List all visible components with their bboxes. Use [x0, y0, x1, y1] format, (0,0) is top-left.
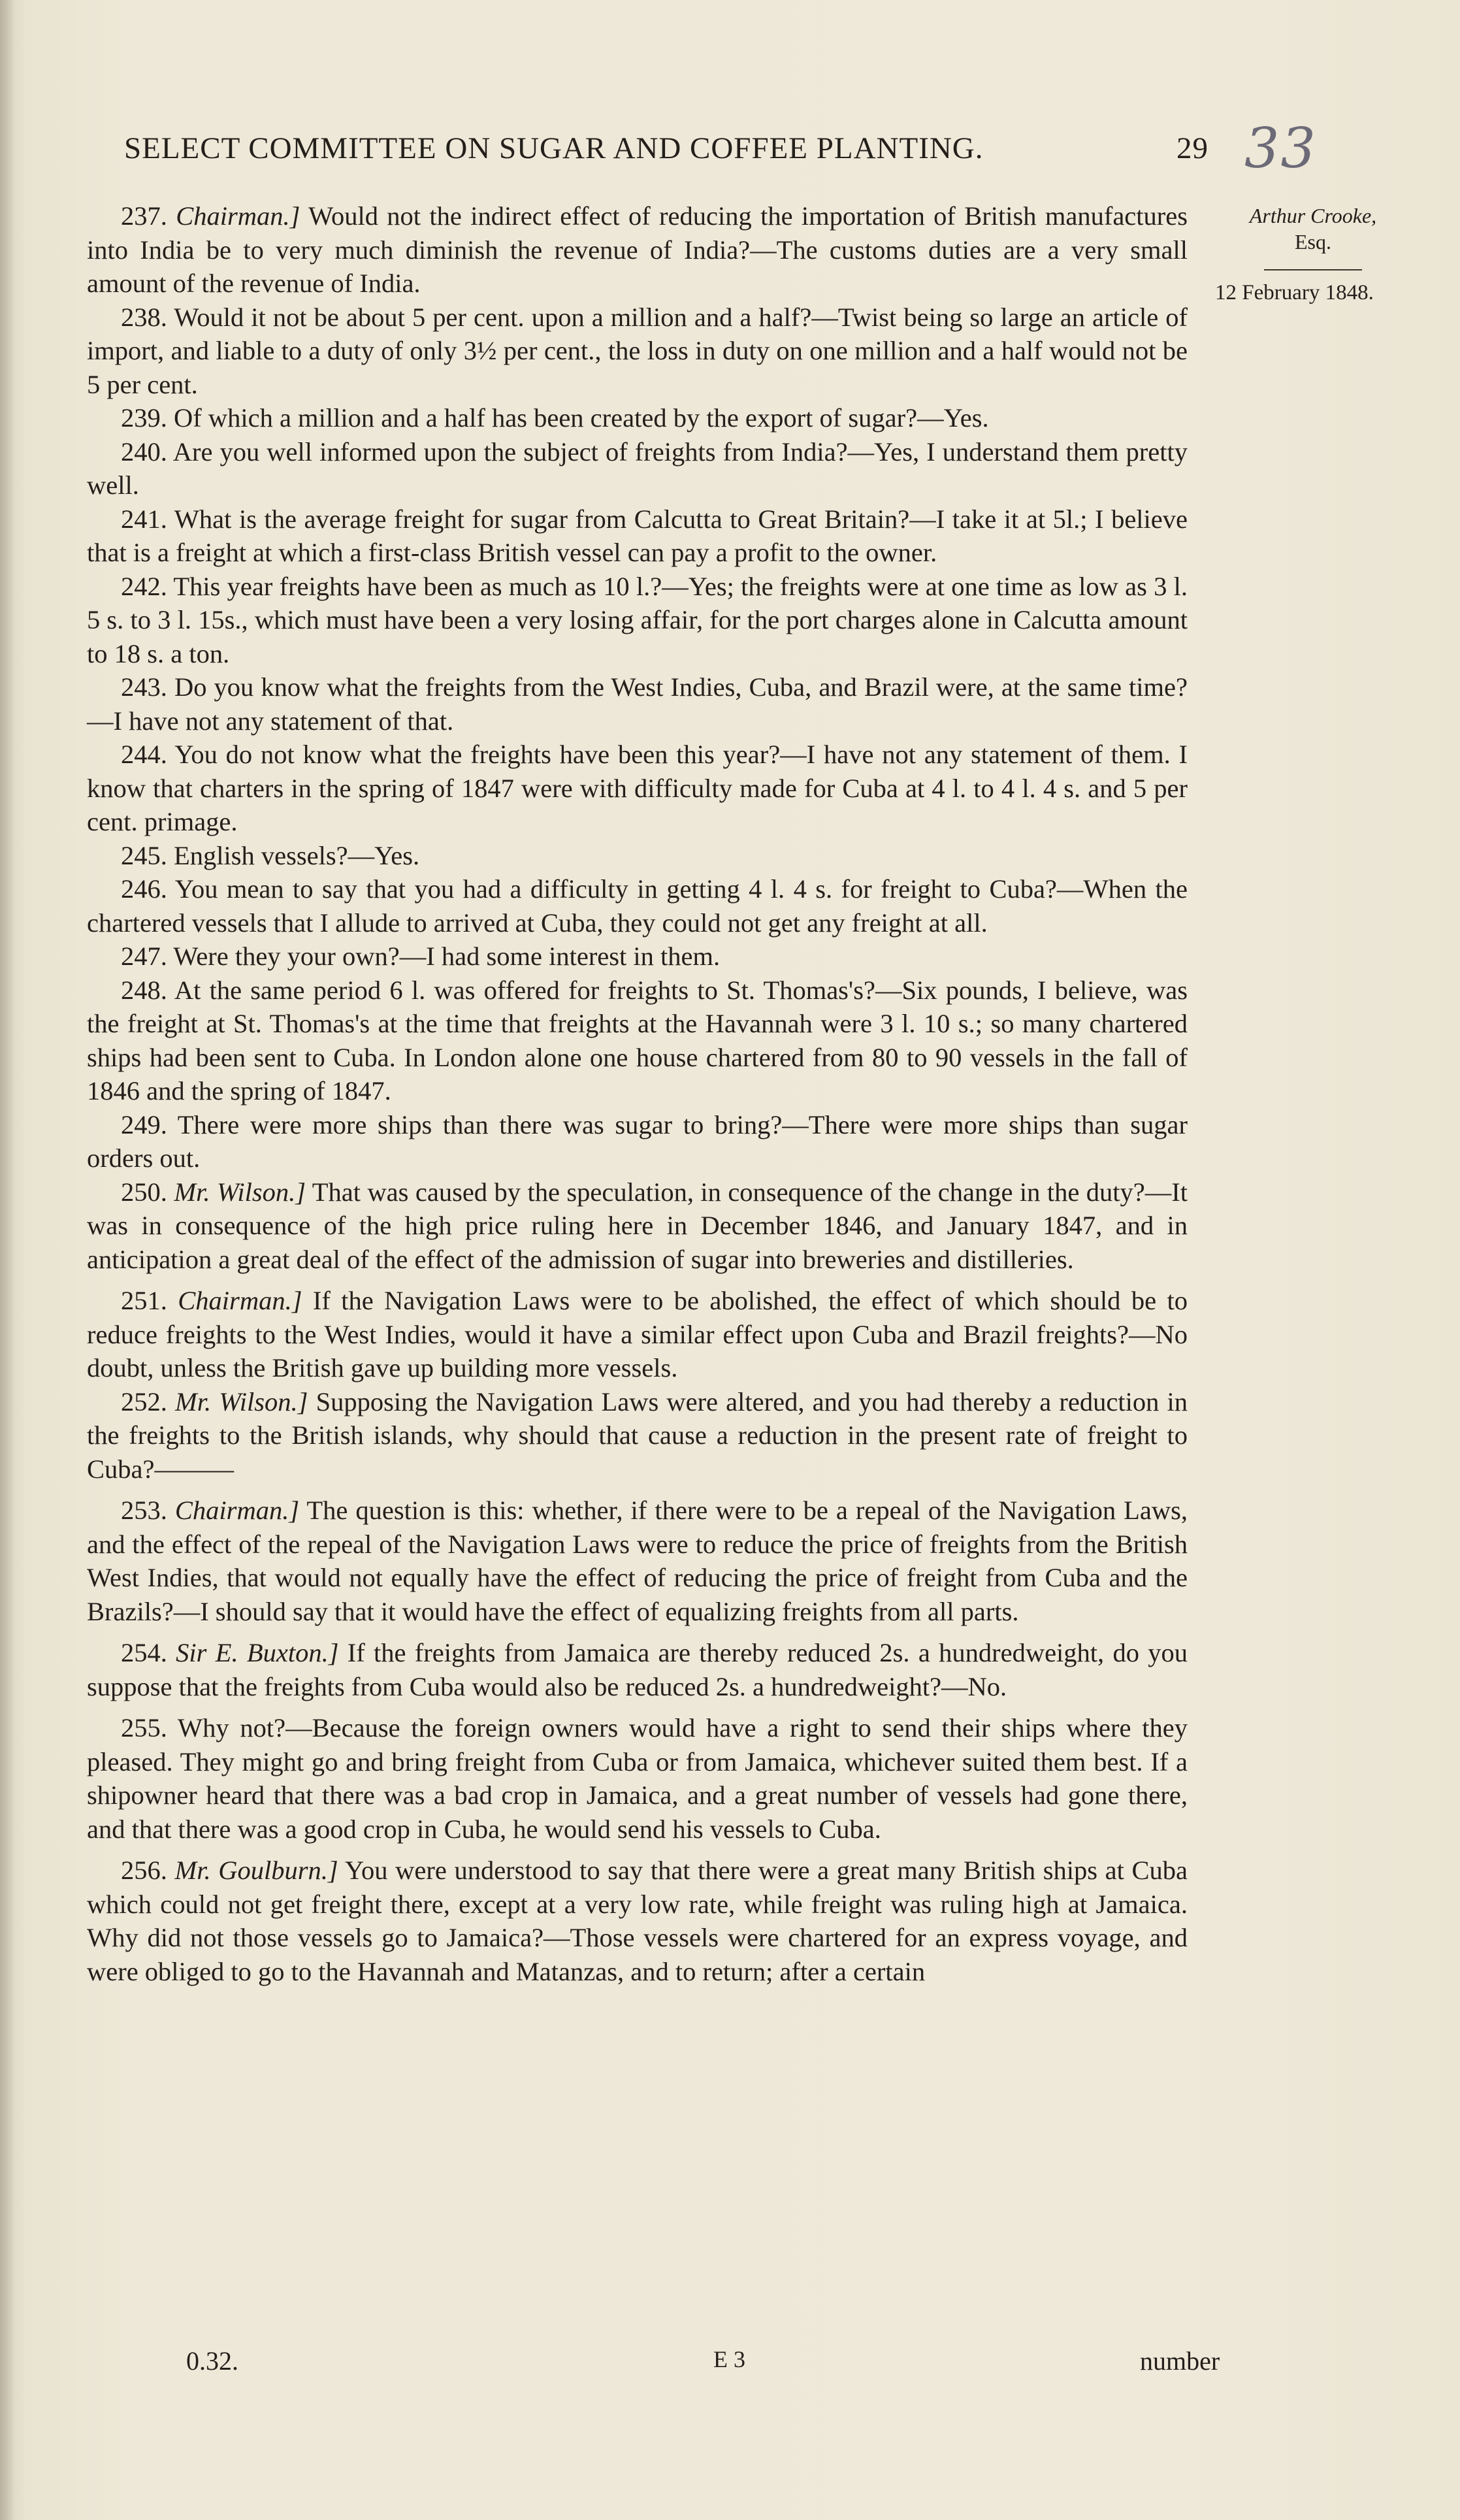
question-number: 239.: [121, 403, 167, 433]
witness-name: Arthur Crooke,: [1249, 204, 1377, 227]
evidence-paragraph: [87, 1854, 1188, 1988]
question-number: 238.: [121, 302, 167, 332]
speaker-name: Chairman.]: [178, 1286, 302, 1315]
question-text: Would it not be about 5 per cent. upon a million and a half?—Twist being so large an article of import, and liable to a duty of only 3½ per cent., the loss in duty on one million and a half would not be 5 per cent.: [87, 302, 1188, 399]
question-number: 242.: [121, 571, 167, 601]
question-number: 237.: [121, 201, 167, 231]
evidence-date: 12 February 1848.: [1215, 281, 1374, 304]
evidence-paragraph: [87, 1636, 1188, 1703]
speaker-name: Chairman.]: [174, 1496, 300, 1525]
question-text: If the Navigation Laws were to be abolished, the effect of which should be to reduce freights to the West Indies, would it have a similar effect upon Cuba and Brazil freights?—No doubt, unless the British gave up building more vessels.: [87, 1286, 1188, 1383]
question-text: This year freights have been as much as 10 l.?—Yes; the freights were at one time as low as 3 l. 5 s. to 3 l. 15s., which must have been a very losing affair, for the port charges alone in Calcutta amount to 18 s. a ton.: [87, 571, 1188, 668]
speaker-name: Mr. Goulburn.]: [174, 1856, 338, 1885]
question-text: Are you well informed upon the subject of freights from India?—Yes, I understand them pretty well.: [87, 436, 1188, 500]
evidence-paragraph: [87, 872, 1188, 940]
question-number: 250.: [121, 1177, 167, 1207]
question-number: 245.: [121, 840, 167, 870]
question-number: 256.: [121, 1856, 167, 1885]
question-number: 252.: [121, 1386, 167, 1416]
question-text: If the freights from Jamaica are thereby reduced 2s. a hundredweight, do you suppose that the freights from Cuba would also be reduced 2s. a hundredweight?—No.: [87, 1638, 1188, 1701]
evidence-paragraph: [87, 1494, 1188, 1628]
question-text: The question is this: whether, if there were to be a repeal of the Navigation Laws, and the effect of the repeal of the Navigation Laws were to reduce the price of freights from the British West Indies, that would not equally have the effect of reducing the price of freight from Cuba and the Brazils?—I should say that it would have the effect of equalizing freights from all parts.: [87, 1496, 1188, 1626]
evidence-paragraph: [87, 1711, 1188, 1846]
evidence-paragraph: [87, 401, 1188, 435]
paper-code: 0.32.: [186, 2346, 238, 2376]
question-number: 240.: [121, 436, 167, 466]
question-number: 251.: [121, 1286, 167, 1315]
sidenote-rule: [1264, 269, 1362, 270]
speaker-name: Mr. Wilson.]: [175, 1386, 308, 1416]
question-text: English vessels?—Yes.: [174, 840, 420, 870]
question-number: 243.: [121, 672, 167, 702]
evidence-paragraph: [87, 1385, 1188, 1486]
question-number: 241.: [121, 504, 167, 534]
question-text: Would not the indirect effect of reducing the importation of British manufactures into India be to very much diminish the revenue of India?—The customs duties are a very small amount of the revenue of India.: [87, 201, 1188, 298]
question-text: You mean to say that you had a difficulty in getting 4 l. 4 s. for freight to Cuba?—When the chartered vessels that I allude to arrived at Cuba, they could not get any freight at all.: [87, 874, 1188, 938]
evidence-paragraph: [87, 940, 1188, 974]
question-number: 246.: [121, 874, 167, 904]
evidence-paragraph: [87, 301, 1188, 402]
evidence-paragraph: [87, 570, 1188, 671]
question-text: That was caused by the speculation, in consequence of the change in the duty?—It was in consequence of the high price ruling here in December 1846, and January 1847, and in anticipation a great deal of the effect of the admission of sugar into breweries and distilleries.: [87, 1177, 1188, 1274]
running-head-title: SELECT COMMITTEE ON SUGAR AND COFFEE PLANTING.: [124, 131, 984, 165]
evidence-paragraph: [87, 974, 1188, 1108]
question-text: Of which a million and a half has been created by the export of sugar?—Yes.: [174, 403, 989, 433]
question-text: Do you know what the freights from the West Indies, Cuba, and Brazil were, at the same time?—I have not any statement of that.: [87, 672, 1188, 736]
evidence-paragraph: [87, 738, 1188, 839]
evidence-paragraph: [87, 502, 1188, 570]
question-number: 254.: [121, 1638, 167, 1667]
speaker-name: Sir E. Buxton.]: [176, 1638, 339, 1667]
question-number: 244.: [121, 740, 167, 769]
witness-title: Esq.: [1295, 230, 1331, 254]
signature-mark: E 3: [713, 2346, 745, 2372]
question-number: 248.: [121, 975, 167, 1005]
running-head: [124, 131, 1209, 166]
question-text: Were they your own?—I had some interest in them.: [173, 941, 721, 971]
question-number: 253.: [121, 1496, 167, 1525]
question-text: There were more ships than there was sugar to bring?—There were more ships than sugar orders out.: [87, 1109, 1188, 1173]
question-number: 247.: [121, 941, 167, 971]
witness-sidenote: [1215, 203, 1404, 306]
catchword: number: [1140, 2346, 1220, 2376]
evidence-paragraph: [87, 1284, 1188, 1385]
question-text: Why not?—Because the foreign owners would have a right to send their ships where they pleased. They might go and bring freight from Cuba or from Jamaica, whichever suited them best. If a shipowner heard that there was a bad crop in Jamaica, and a great number of vessels had gone there, and that there was a good crop in Cuba, he would send his vessels to Cuba.: [87, 1713, 1188, 1844]
speaker-name: Chairman.]: [176, 201, 300, 231]
question-text: You were understood to say that there were a great many British ships at Cuba which could not get freight there, except at a very low rate, while freight was ruling high at Jamaica. Why did not those vessels go to Jamaica?—Those vessels were chartered for an express voyage, and were obliged to go to the Havannah and Matanzas, and to return; after a certain: [87, 1856, 1188, 1986]
page-gutter-shadow: [0, 0, 14, 2520]
speaker-name: Mr. Wilson.]: [174, 1177, 306, 1207]
question-number: 255.: [121, 1713, 167, 1743]
page-number: 29: [1176, 131, 1209, 165]
question-text: You do not know what the freights have been this year?—I have not any statement of them. I know that charters in the spring of 1847 were with difficulty made for Cuba at 4 l. to 4 l. 4 s. and 5 per cent. primage.: [87, 740, 1188, 836]
evidence-paragraph: [87, 435, 1188, 502]
question-text: What is the average freight for sugar from Calcutta to Great Britain?—I take it at 5l.; I believe that is a freight at which a first-class British vessel can pay a profit to the owner.: [87, 504, 1188, 567]
evidence-paragraph: [87, 1175, 1188, 1277]
evidence-paragraph: [87, 839, 1188, 873]
question-text: Supposing the Navigation Laws were altered, and you had thereby a reduction in the freights to the British islands, why should that cause a reduction in the present rate of freight to Cuba?———: [87, 1386, 1188, 1484]
question-text: At the same period 6 l. was offered for freights to St. Thomas's?—Six pounds, I believe, was the freight at St. Thomas's at the time that freights at the Havannah were 3 l. 10 s.; so many chartered ships had been sent to Cuba. In London alone one house chartered from 80 to 90 vessels in the fall of 1846 and the spring of 1847.: [87, 975, 1188, 1105]
evidence-paragraph: [87, 670, 1188, 738]
evidence-paragraph: [87, 199, 1188, 301]
question-number: 249.: [121, 1109, 167, 1139]
handwritten-folio-number: 33: [1244, 116, 1317, 180]
evidence-body: [87, 199, 1188, 1988]
evidence-paragraph: [87, 1108, 1188, 1175]
